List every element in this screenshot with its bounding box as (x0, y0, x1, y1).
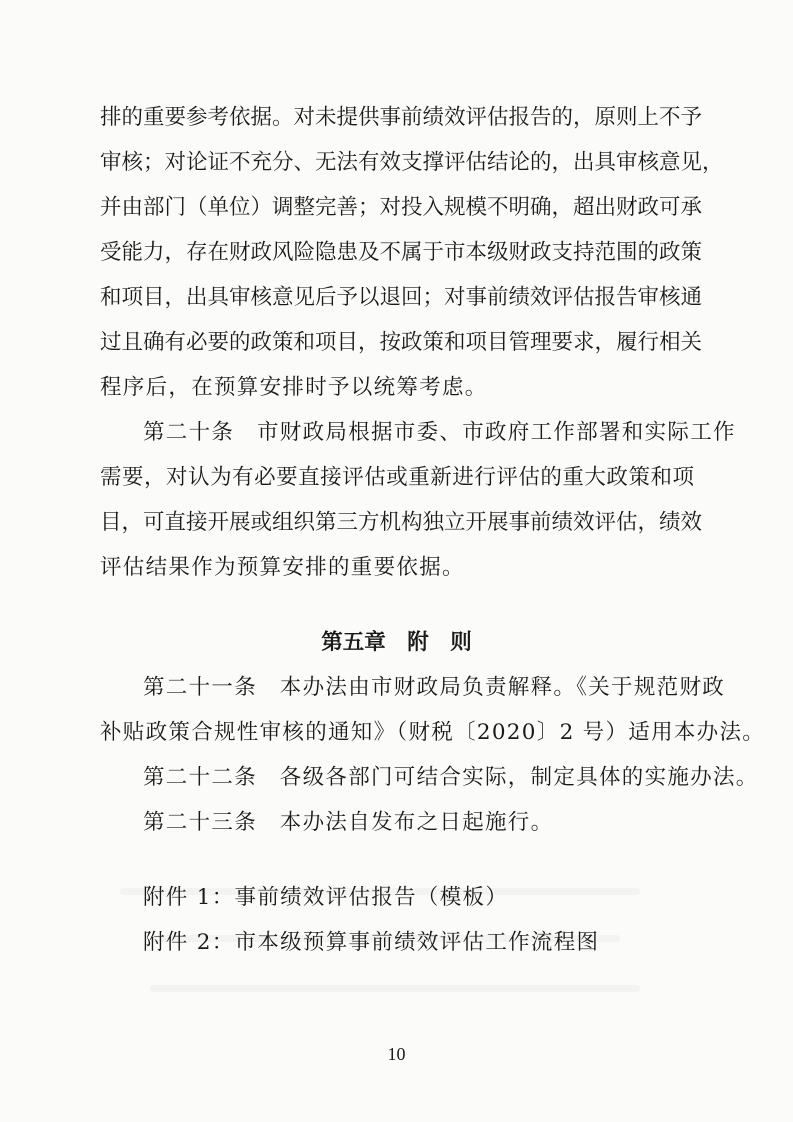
attachment-2-item: 附件 2：市本级预算事前绩效评估工作流程图 (143, 930, 600, 955)
body-text-line: 补贴政策合规性审核的通知》（财税〔2020〕2 号）适用本办法。 (100, 720, 766, 745)
body-text-line: 和项目，出具审核意见后予以退回；对事前绩效评估报告审核通 (100, 285, 703, 310)
body-text-line: 受能力，存在财政风险隐患及不属于市本级财政支持范围的政策 (100, 240, 703, 265)
article-22-line: 第二十二条 各级各部门可结合实际，制定具体的实施办法。 (143, 765, 759, 790)
body-text-line: 审核；对论证不充分、无法有效支撑评估结论的，出具审核意见， (100, 150, 724, 175)
body-text-line: 需要，对认为有必要直接评估或重新进行评估的重大政策和项 (100, 465, 694, 490)
body-text-line: 程序后，在预算安排时予以统筹考虑。 (100, 375, 488, 400)
article-21-line: 第二十一条 本办法由市财政局负责解释。《关于规范财政 (143, 675, 726, 700)
attachment-1-item: 附件 1：事前绩效评估报告（模板） (143, 885, 509, 910)
article-20-line: 第二十条 市财政局根据市委、市政府工作部署和实际工作 (143, 420, 736, 445)
body-text-line: 评估结果作为预算安排的重要依据。 (100, 555, 465, 580)
scan-bleed-mark (150, 985, 640, 992)
body-text-line: 目，可直接开展或组织第三方机构独立开展事前绩效评估，绩效 (100, 510, 703, 535)
chapter-heading: 第五章 附 则 (321, 630, 472, 655)
page-number: 10 (387, 1044, 406, 1064)
body-text-line: 过且确有必要的政策和项目，按政策和项目管理要求，履行相关 (100, 330, 703, 355)
body-text-line: 并由部门（单位）调整完善；对投入规模不明确，超出财政可承 (100, 195, 703, 220)
article-23-line: 第二十三条 本办法自发布之日起施行。 (143, 810, 554, 835)
body-text-line: 排的重要参考依据。对未提供事前绩效评估报告的，原则上不予 (100, 105, 703, 130)
